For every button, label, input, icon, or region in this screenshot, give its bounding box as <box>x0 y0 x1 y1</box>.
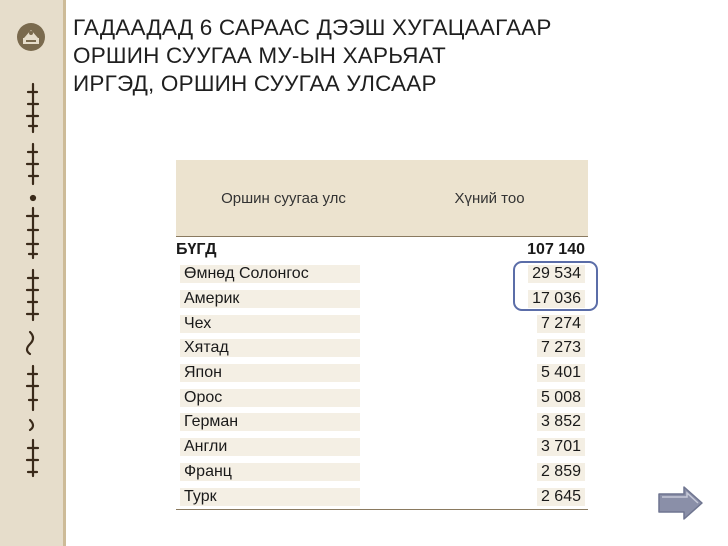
table-row <box>176 410 588 435</box>
country-name: Англи <box>180 438 360 456</box>
column-header-count: Хүний тоо <box>391 160 588 237</box>
country-name: Турк <box>180 488 360 506</box>
sidebar-divider <box>63 0 66 546</box>
resident-count: 7 273 <box>537 339 585 357</box>
resident-count: 2 645 <box>537 488 585 506</box>
resident-count: 29 534 <box>528 265 585 283</box>
resident-count: 17 036 <box>528 290 585 308</box>
title-line: ОРШИН СУУГАА МУ-ЫН ХАРЬЯАТ <box>73 43 447 68</box>
resident-count: 3 852 <box>537 413 585 431</box>
country-name: Чех <box>180 315 360 333</box>
table-row <box>176 460 588 485</box>
resident-count: 5 008 <box>537 389 585 407</box>
soyombo-emblem-icon <box>16 22 46 52</box>
total-row <box>176 237 588 263</box>
resident-count: 5 401 <box>537 364 585 382</box>
column-header-country: Оршин суугаа улс <box>176 160 391 237</box>
country-name: Америк <box>180 290 360 308</box>
country-name: Өмнөд Солонгос <box>180 265 360 283</box>
slide-title <box>73 14 713 98</box>
mongolian-script-decoration <box>22 80 44 480</box>
resident-count: 3 701 <box>537 438 585 456</box>
table-row <box>176 311 588 336</box>
table-row <box>176 336 588 361</box>
total-label: БҮГД <box>176 237 391 263</box>
resident-count: 2 859 <box>537 463 585 481</box>
title-line: ИРГЭД, ОРШИН СУУГАА УЛСААР <box>73 71 437 96</box>
table-row <box>176 361 588 386</box>
table-row <box>176 385 588 410</box>
next-arrow-icon[interactable] <box>656 484 706 522</box>
table-row <box>176 435 588 460</box>
country-name: Хятад <box>180 339 360 357</box>
residents-table <box>176 160 588 510</box>
title-line: ГАДААДАД 6 САРААС ДЭЭШ ХУГАЦААГААР <box>73 15 552 40</box>
table-row <box>176 484 588 509</box>
highlight-outline <box>513 261 598 311</box>
country-name: Франц <box>180 463 360 481</box>
country-name: Япон <box>180 364 360 382</box>
total-value: 107 140 <box>391 237 588 263</box>
table-header-row <box>176 160 588 237</box>
country-name: Орос <box>180 389 360 407</box>
country-name: Герман <box>180 413 360 431</box>
resident-count: 7 274 <box>537 315 585 333</box>
